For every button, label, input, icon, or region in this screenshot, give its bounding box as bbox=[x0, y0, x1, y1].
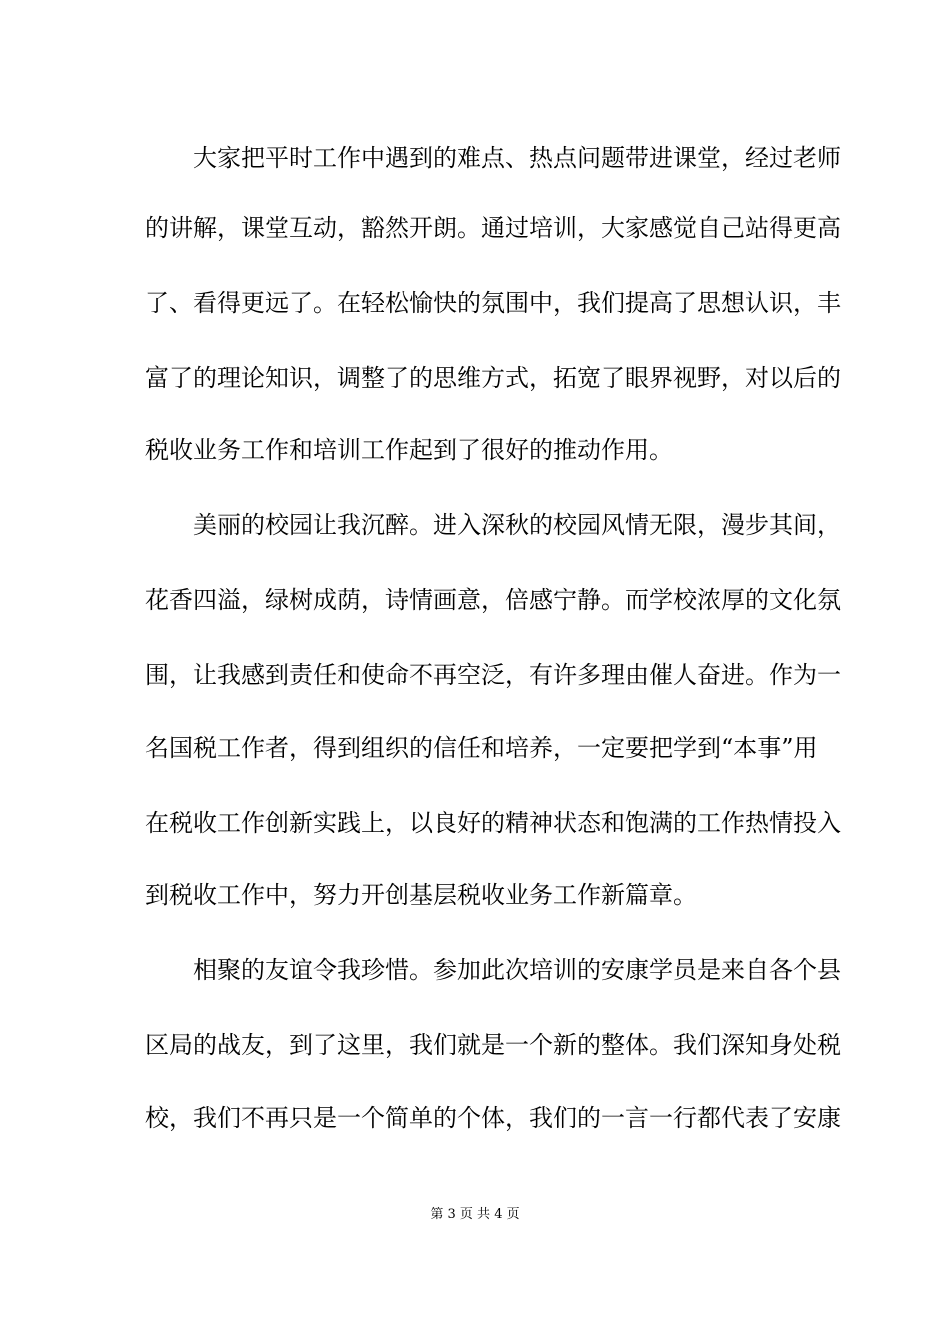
paragraph-2-line-2: 花香四溢，绿树成荫，诗情画意，倍感宁静。而学校浓厚的文化氛 bbox=[145, 586, 841, 614]
paragraph-1-line-2: 的讲解，课堂互动，豁然开朗。通过培训，大家感觉自己站得更高 bbox=[145, 214, 841, 242]
paragraph-2-line-6: 到税收工作中，努力开创基层税收业务工作新篇章。 bbox=[145, 881, 697, 909]
paragraph-1-line-4: 富了的理论知识，调整了的思维方式，拓宽了眼界视野，对以后的 bbox=[145, 364, 841, 392]
paragraph-1-line-5: 税收业务工作和培训工作起到了很好的推动作用。 bbox=[145, 436, 673, 464]
paragraph-2-line-4: 名国税工作者，得到组织的信任和培养，一定要把学到“本事”用 bbox=[145, 734, 818, 762]
paragraph-1-line-1: 大家把平时工作中遇到的难点、热点问题带进课堂，经过老师 bbox=[193, 144, 841, 172]
paragraph-2-line-3: 围，让我感到责任和使命不再空泛，有许多理由催人奋进。作为一 bbox=[145, 661, 841, 689]
paragraph-1-line-3: 了、看得更远了。在轻松愉快的氛围中，我们提高了思想认识，丰 bbox=[145, 289, 841, 317]
paragraph-3-line-1: 相聚的友谊令我珍惜。参加此次培训的安康学员是来自各个县 bbox=[193, 956, 841, 984]
paragraph-3-line-3: 校，我们不再只是一个简单的个体，我们的一言一行都代表了安康 bbox=[145, 1104, 841, 1132]
paragraph-2-line-5: 在税收工作创新实践上，以良好的精神状态和饱满的工作热情投入 bbox=[145, 809, 841, 837]
paragraph-3-line-2: 区局的战友，到了这里，我们就是一个新的整体。我们深知身处税 bbox=[145, 1031, 841, 1059]
paragraph-2-line-1: 美丽的校园让我沉醉。进入深秋的校园风情无限，漫步其间， bbox=[193, 511, 841, 539]
page-number-footer: 第 3 页 共 4 页 bbox=[430, 1207, 520, 1222]
